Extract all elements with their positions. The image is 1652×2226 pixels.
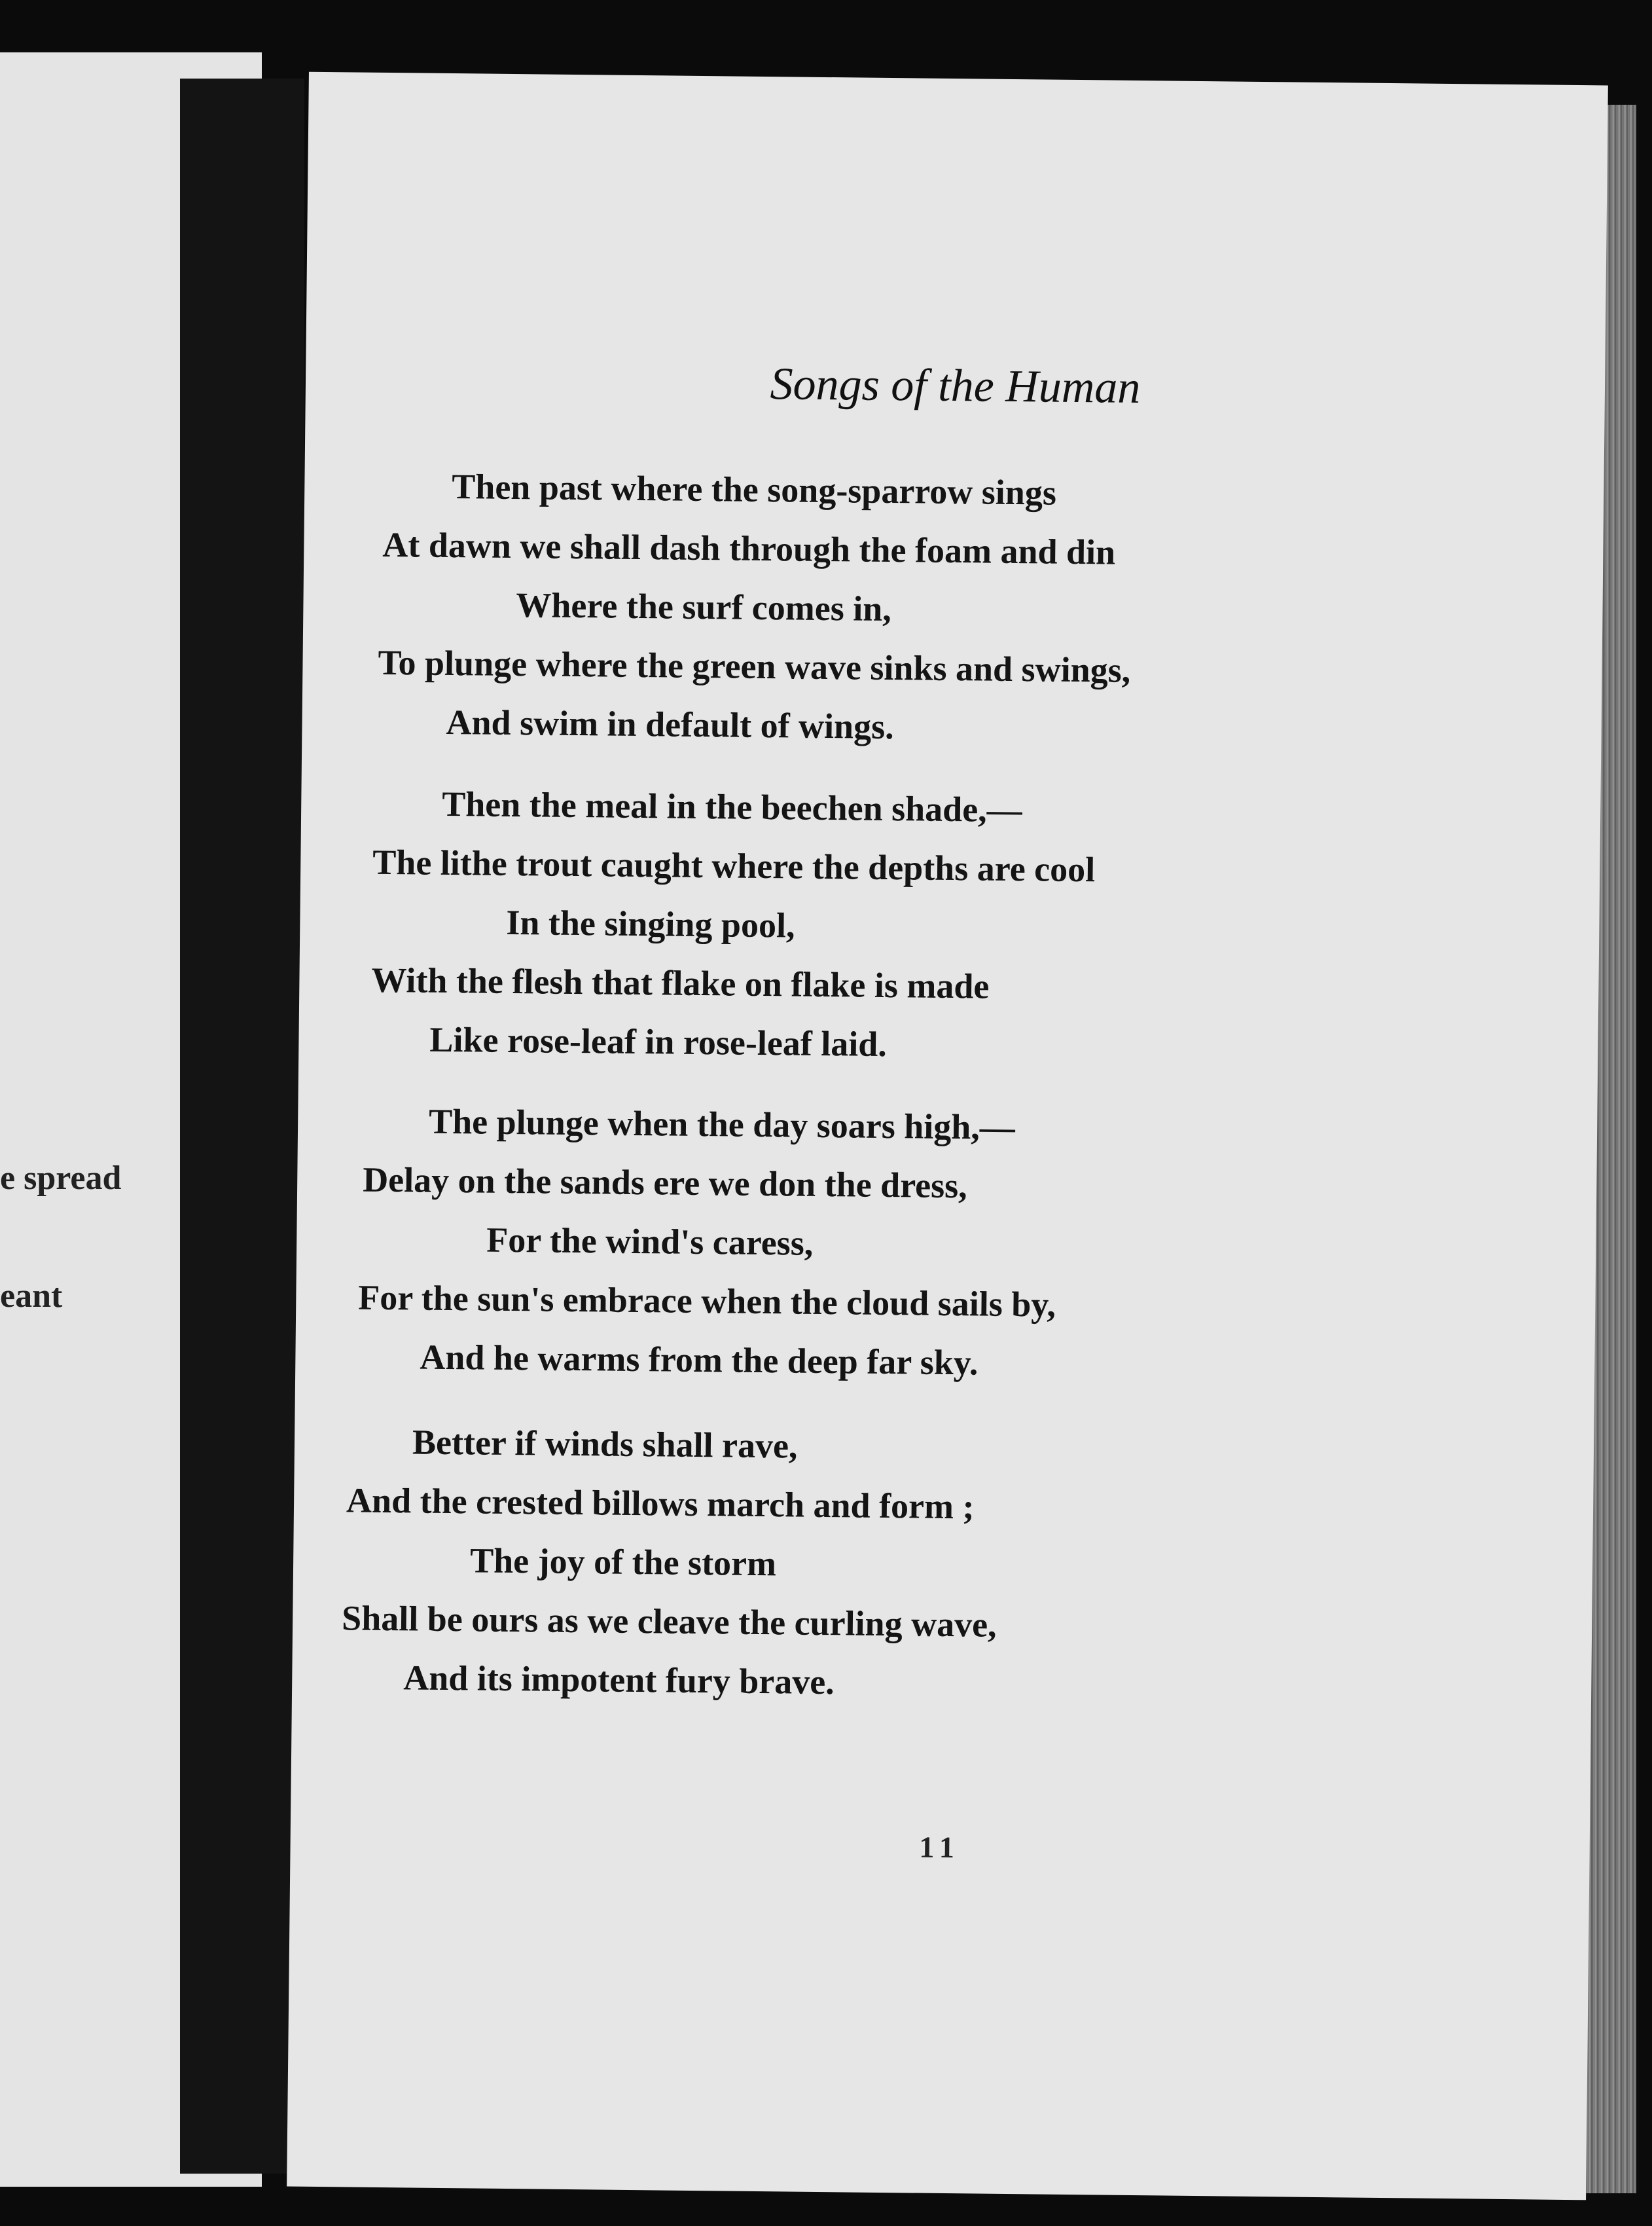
poem-line: And the crested billows march and form ; <box>346 1480 975 1527</box>
poem-line: Then past where the song-sparrow sings <box>452 467 1057 513</box>
poem-line: At dawn we shall dash through the foam and din <box>382 524 1116 572</box>
poem-line: And its impotent fury brave. <box>403 1658 835 1702</box>
poem-line: The joy of the storm <box>469 1541 777 1584</box>
poem-line: Better if winds shall rave, <box>412 1422 798 1466</box>
left-page-fragment-eant: eant <box>0 1277 63 1315</box>
poem-line: Like rose-leaf in rose-leaf laid. <box>429 1019 888 1065</box>
running-head: Songs of the Human <box>770 359 1141 414</box>
book-spine <box>180 79 304 2174</box>
poem-line: For the sun's embrace when the cloud sails by, <box>358 1277 1056 1324</box>
poem-line: The lithe trout caught where the depths are cool <box>372 842 1096 890</box>
right-page <box>287 72 1608 2200</box>
poem-line: Delay on the sands ere we don the dress, <box>362 1159 968 1206</box>
poem-line: Where the surf comes in, <box>516 585 892 629</box>
poem-line: With the flesh that flake on flake is made <box>371 960 990 1006</box>
poem-line: Then the meal in the beechen shade,— <box>441 784 1023 830</box>
poem-line: To plunge where the green wave sinks and swings, <box>378 642 1131 690</box>
poem-line: Shall be ours as we cleave the curling wave, <box>341 1598 997 1645</box>
left-page-fragment-spread: e spread <box>0 1159 122 1197</box>
poem-line: In the singing pool, <box>506 902 795 945</box>
poem-line: The plunge when the day soars high,— <box>428 1101 1016 1148</box>
poem-line: And swim in default of wings. <box>446 702 894 747</box>
poem-line: And he warms from the deep far sky. <box>420 1337 979 1383</box>
page-number: 11 <box>919 1830 961 1865</box>
poem-line: For the wind's caress, <box>486 1220 814 1263</box>
